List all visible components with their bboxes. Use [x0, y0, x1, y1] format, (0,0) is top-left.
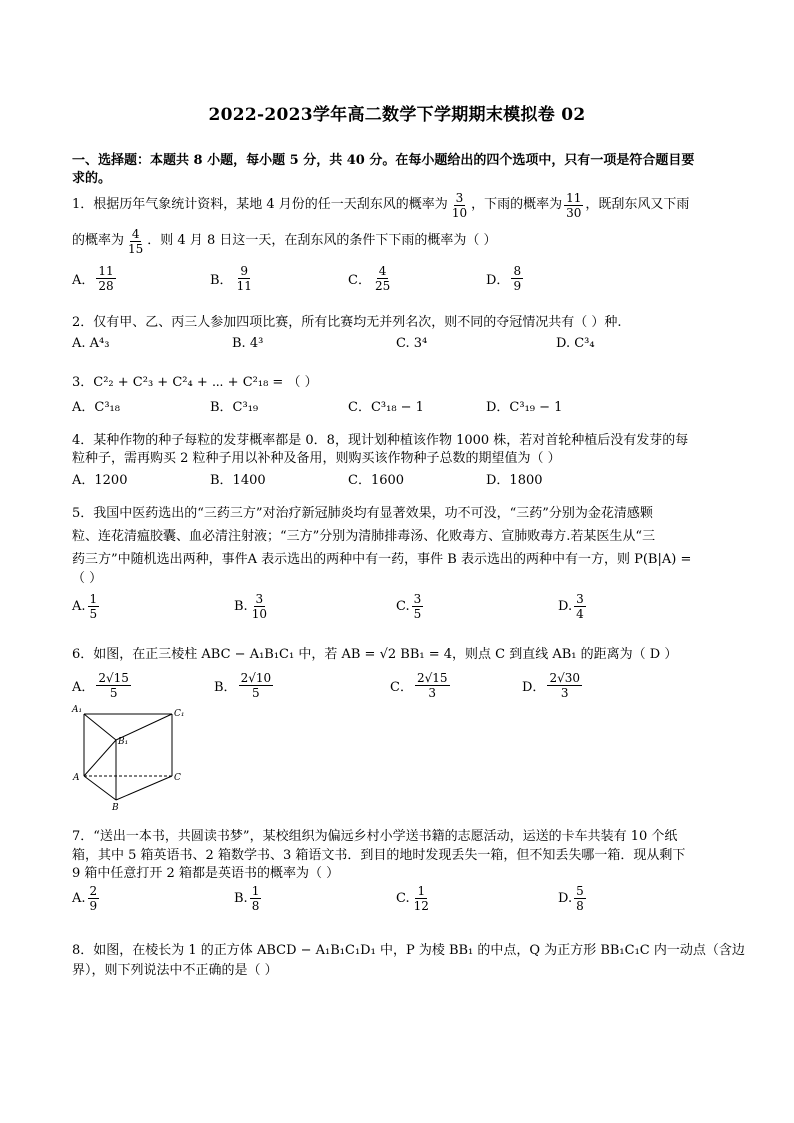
q7-option-c: C. $\frac{1}{12}$	[396, 884, 429, 913]
question-8-line-1: 8．如图，在棱长为 1 的正方体 ABCD − A₁B₁C₁D₁ 中，P 为棱 BB₁ 的中点，Q 为正方形 BB₁C₁C 内一动点（含边	[72, 943, 745, 958]
q7-option-a: A. $\frac{2}{9}$	[72, 884, 98, 913]
question-6: 6．如图，在正三棱柱 ABC − A₁B₁C₁ 中，若 AB = √2 BB₁ = 4，则点 C 到直线 AB₁ 的距离为（ D ）	[72, 647, 678, 662]
question-1-line-2: 的概率为 $\frac{4}{15}$ ．则 4 月 8 日这一天，在刮东风的条件下下雨的概率为（ ）	[72, 226, 497, 256]
label-b: B	[112, 803, 119, 810]
q5-option-a: A. $\frac{1}{5}$	[72, 592, 98, 621]
q1-option-b: B． $\frac{9}{11}$	[210, 264, 252, 293]
question-5-line-4: （ ）	[72, 571, 103, 586]
label-c: C	[174, 773, 181, 783]
section-heading-cont: 求的。	[72, 171, 112, 186]
q5-option-c: C. $\frac{3}{5}$	[396, 592, 422, 621]
question-7-line-1: 7．“送出一本书，共圆读书梦”，某校组织为偏远乡村小学送书籍的志愿活动，运送的卡车共装有 10 个纸	[72, 829, 678, 844]
q2-option-b: B. 4³	[232, 336, 264, 351]
q2-option-c: C. 3⁴	[396, 336, 428, 351]
question-5-line-1: 5．我国中医药选出的“三药三方”对治疗新冠肺炎均有显著效果，功不可没，“三药”分别为金花清感颗	[72, 506, 653, 521]
q3-option-c: C．C³₁₈ − 1	[348, 400, 424, 415]
label-a1: A₁	[72, 705, 83, 715]
q5-option-b: B. $\frac{3}{10}$	[234, 592, 267, 621]
q3-option-d: D．C³₁₉ − 1	[486, 400, 563, 415]
question-2: 2．仅有甲、乙、丙三人参加四项比赛，所有比赛均无并列名次，则不同的夺冠情况共有（ ）种.	[72, 315, 622, 330]
question-7-line-3: 9 箱中任意打开 2 箱都是英语书的概率为（ ）	[72, 866, 340, 881]
fraction: $\frac{4}{15}$	[128, 226, 144, 256]
segment-a-b1	[84, 740, 116, 776]
q7-option-b: B. $\frac{1}{8}$	[234, 884, 260, 913]
q3-option-a: A．C³₁₈	[72, 400, 120, 415]
q2-option-d: D. C³₄	[556, 336, 595, 351]
fraction: $\frac{3}{10}$	[451, 190, 468, 220]
question-1-line-1: 1．根据历年气象统计资料，某地 4 月份的任一天刮东风的概率为 $\frac{3}{10}$ ，下雨的概率为 $\frac{11}{30}$ ，既刮东风又下雨	[72, 190, 690, 220]
q4-option-d: D．1800	[486, 473, 543, 488]
fraction: $\frac{11}{30}$	[566, 190, 582, 220]
q2-option-a: A. A⁴₃	[72, 336, 110, 351]
prism-figure	[68, 700, 192, 810]
question-4-line-2: 粒种子，需再购买 2 粒种子用以补种及备用，则购买该作物种子总数的期望值为（ ）	[72, 451, 561, 466]
page-title: 2022-2023学年高二数学下学期期末模拟卷 02	[208, 105, 586, 125]
question-3: 3．C²₂ + C²₃ + C²₄ + ⋯ + C²₁₈ = （ ）	[72, 375, 318, 390]
q6-option-a: A． $\frac{2√15}{5}$	[72, 671, 129, 700]
edge-a1-b1	[84, 714, 116, 740]
q7-option-d: D. $\frac{5}{8}$	[558, 884, 584, 913]
q5-option-d: D. $\frac{3}{4}$	[558, 592, 584, 621]
label-c1: C₁	[174, 709, 185, 719]
question-7-line-2: 箱，其中 5 箱英语书、2 箱数学书、3 箱语文书．到目的地时发现丢失一箱，但不知丢失哪一箱．现从剩下	[72, 848, 686, 863]
edge-a-b	[84, 776, 116, 800]
question-4-line-1: 4．某种作物的种子每粒的发芽概率都是 0．8，现计划种植该作物 1000 株，若对首轮种植后没有发芽的每	[72, 433, 689, 448]
edge-b-c	[116, 776, 172, 800]
q6-option-c: C． $\frac{2√15}{3}$	[390, 671, 448, 700]
label-b1: B₁	[118, 737, 129, 747]
question-5-line-2: 粒、连花清瘟胶囊、血必清注射液；“三方”分别为清肺排毒汤、化败毒方、宣肺败毒方.若某医生从“三	[72, 529, 656, 544]
q3-option-b: B．C³₁₉	[210, 400, 259, 415]
q4-option-a: A．1200	[72, 473, 128, 488]
question-8-line-2: 界），则下列说法中不正确的是（ ）	[72, 963, 278, 978]
q6-option-d: D． $\frac{2√30}{3}$	[522, 671, 580, 700]
q1-option-c: C． $\frac{4}{25}$	[348, 264, 391, 293]
q1-option-a: A． $\frac{11}{28}$	[72, 264, 114, 293]
q1-option-d: D． $\frac{8}{9}$	[486, 264, 522, 293]
q4-option-b: B．1400	[210, 473, 266, 488]
q6-option-b: B． $\frac{2√10}{5}$	[214, 671, 272, 700]
question-5-line-3: 药三方”中随机选出两种，事件A 表示选出的两种中有一药，事件 B 表示选出的两种中有一方，则 P(B|A) =	[72, 552, 692, 567]
label-a: A	[73, 773, 80, 783]
section-heading: 一、选择题：本题共 8 小题，每小题 5 分，共 40 分。在每小题给出的四个选项中，只有一项是符合题目要	[72, 153, 695, 168]
q4-option-c: C．1600	[348, 473, 405, 488]
